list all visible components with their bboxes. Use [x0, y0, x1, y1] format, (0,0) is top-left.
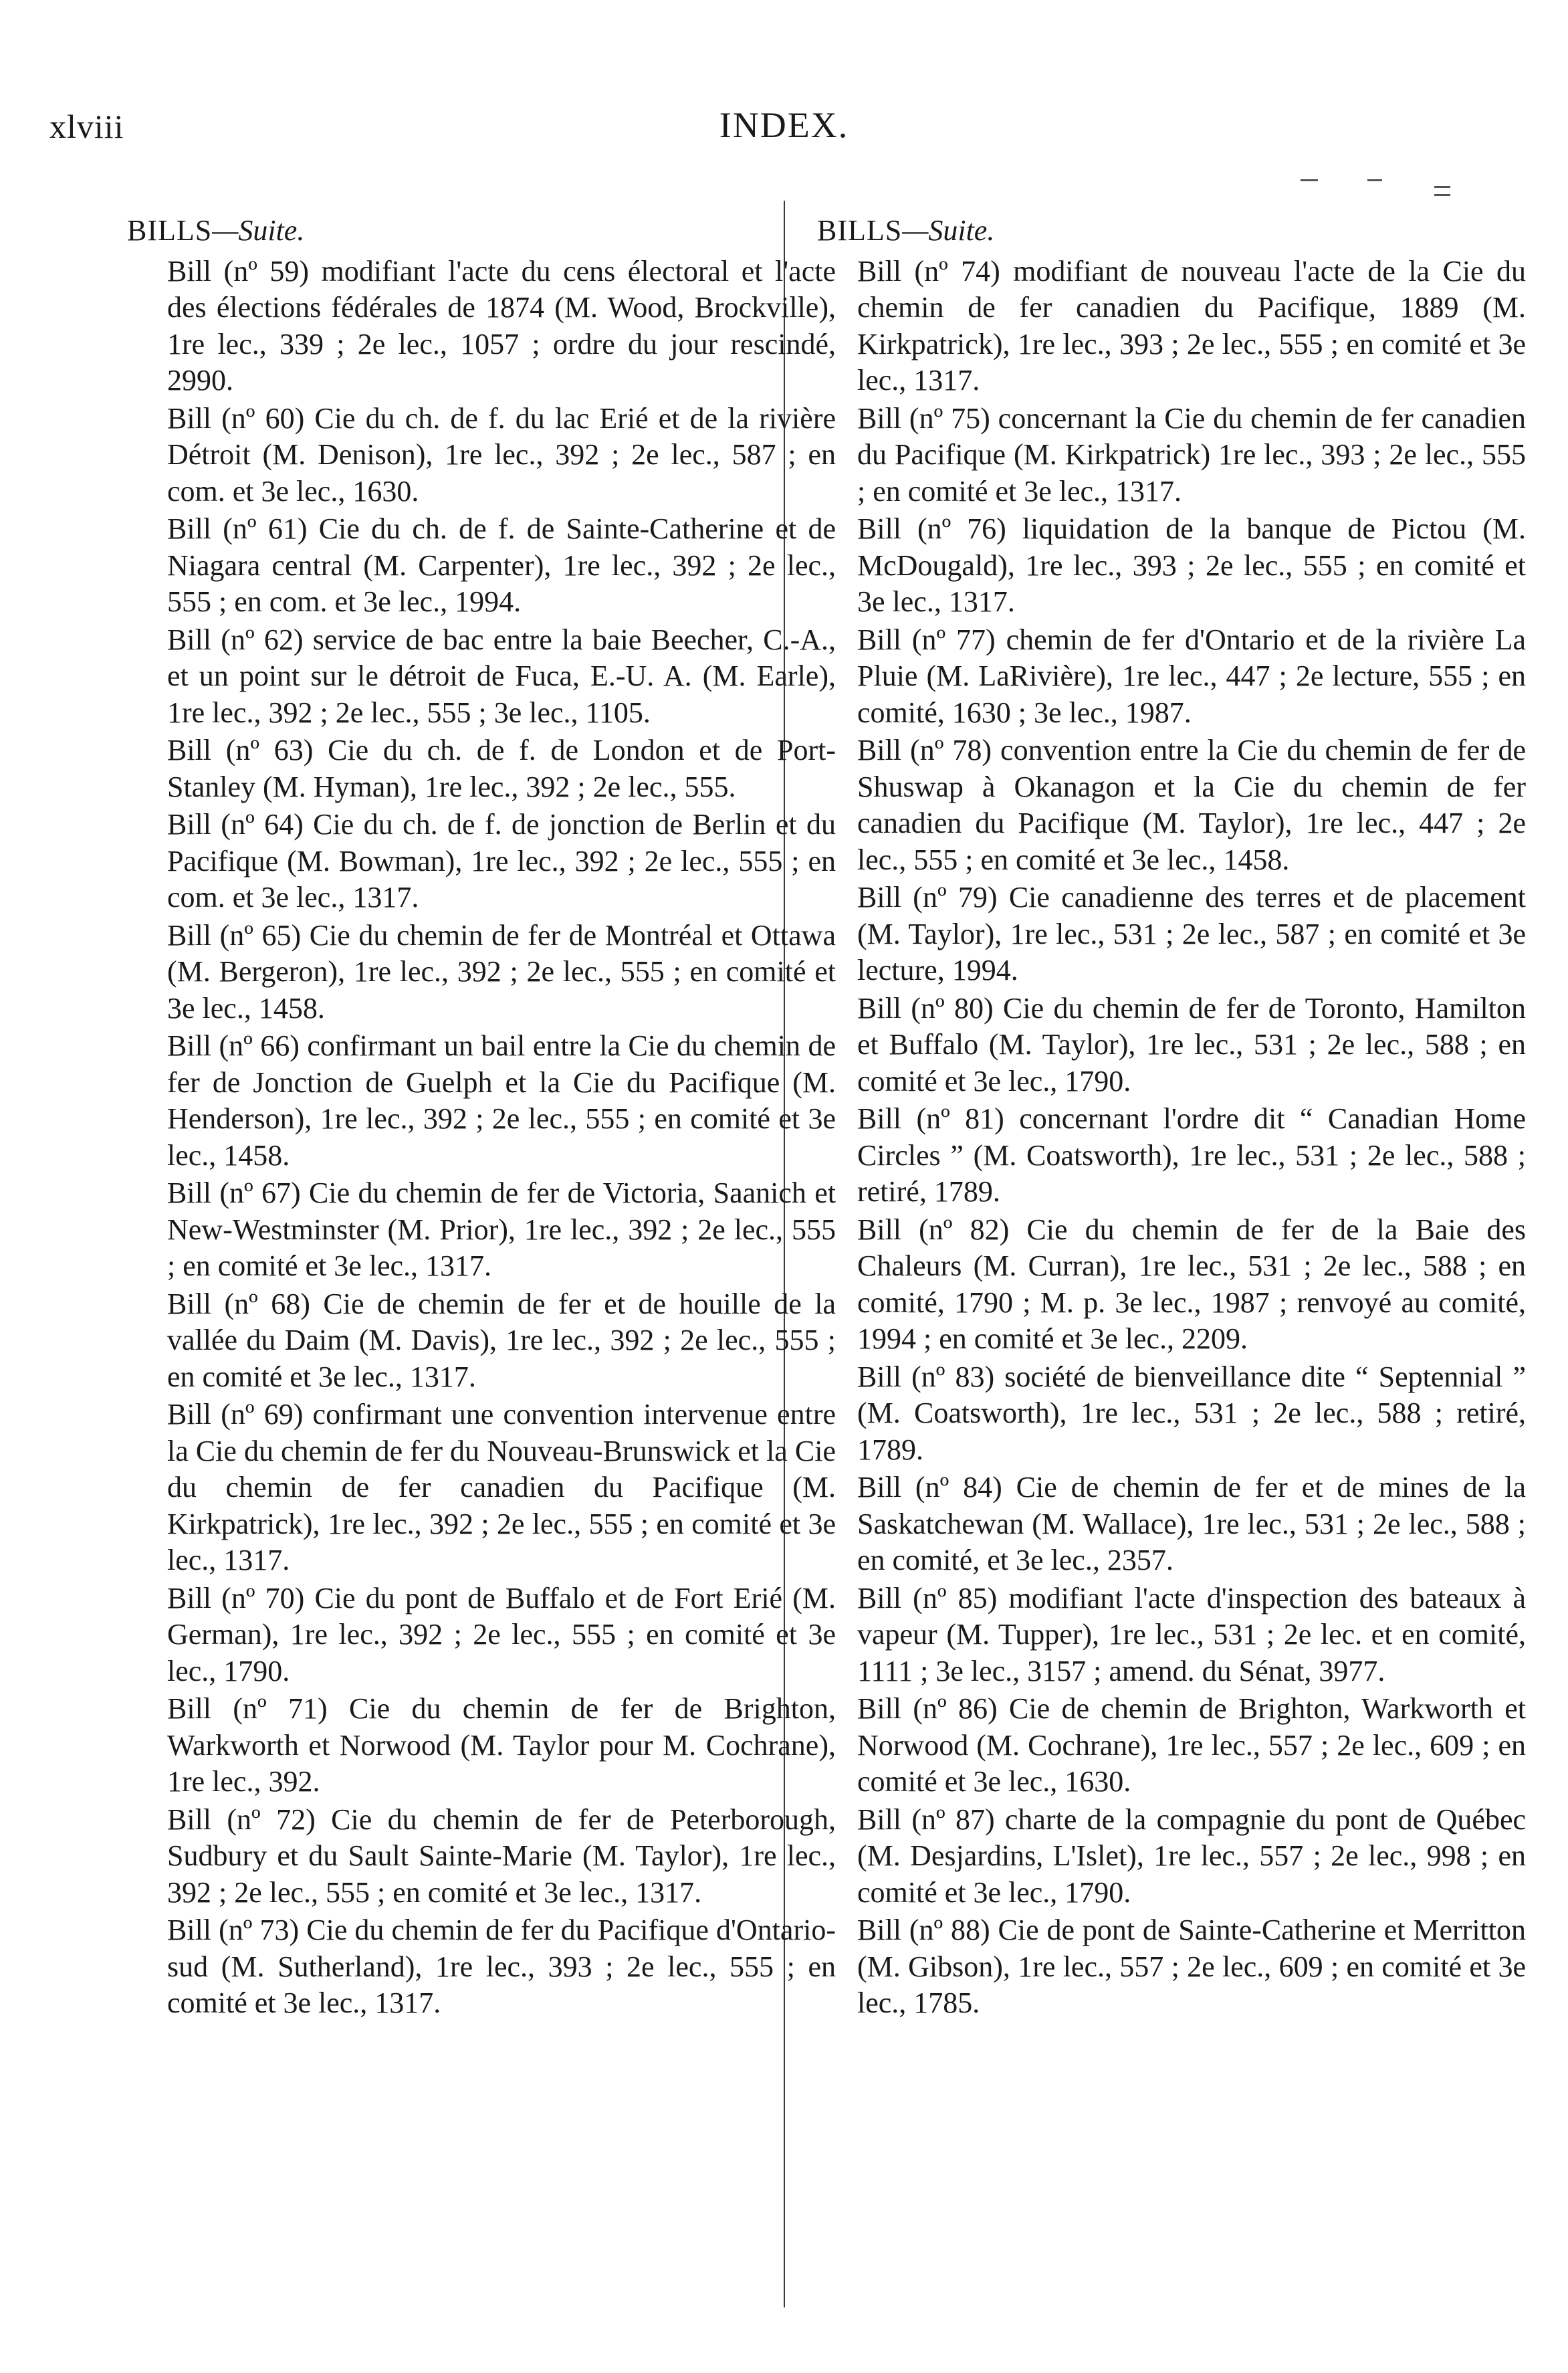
running-head: INDEX.	[719, 105, 849, 145]
index-entry: Bill (nº 60) Cie du ch. de f. du lac Erié et de la rivière Détroit (M. Denison), 1re lec., 392 ; 2e lec., 587 ; en com. et 3e lec., 1630.	[167, 401, 836, 508]
index-entry: Bill (nº 62) service de bac entre la baie Beecher, C.-A., et un point sur le détroit de Fuca, E.-U. A. (M. Earle), 1re lec., 392 ; 2e lec., 555 ; 3e lec., 1105.	[167, 623, 836, 729]
section-heading: BILLS	[127, 214, 213, 247]
index-entry: Bill (nº 61) Cie du ch. de f. de Sainte-Catherine et de Niagara central (M. Carpenter), 1re lec., 392 ; 2e lec., 555 ; en com. et 3e lec., 1994.	[167, 512, 836, 618]
index-entry: Bill (nº 76) liquidation de la banque de Pictou (M. McDougald), 1re lec., 393 ; 2e lec., 555 ; en comité et 3e lec., 1317.	[857, 512, 1526, 618]
index-entry: Bill (nº 80) Cie du chemin de fer de Toronto, Hamilton et Buffalo (M. Taylor), 1re lec., 531 ; 2e lec., 588 ; en comité et 3e lec., 1790.	[857, 991, 1526, 1098]
right-column	[817, 213, 1526, 2023]
index-entry: Bill (nº 84) Cie de chemin de fer et de mines de la Saskatchewan (M. Wallace), 1re lec., 531 ; 2e lec., 588 ; en comité, et 3e lec., 2357.	[857, 1471, 1526, 1576]
index-entry: Bill (nº 85) modifiant l'acte d'inspection des bateaux à vapeur (M. Tupper), 1re lec., 531 ; 2e lec. et en comité, 1111 ; 3e lec., 3157 ; amend. du Sénat, 3977.	[857, 1581, 1526, 1687]
section-heading-suffix: —Suite.	[902, 214, 995, 247]
index-entry: Bill (nº 63) Cie du ch. de f. de London et de Port-Stanley (M. Hyman), 1re lec., 392 ; 2e lec., 555.	[167, 734, 836, 803]
index-entry: Bill (nº 78) convention entre la Cie du chemin de fer de Shuswap à Okanagon et la Cie du chemin de fer canadien du Pacifique (M. Taylor), 1re lec., 447 ; 2e lec., 555 ; en comité et 3e lec., 1458.	[857, 734, 1526, 876]
printing-mark	[1367, 179, 1382, 181]
left-column-header	[127, 213, 836, 249]
index-entry: Bill (nº 88) Cie de pont de Sainte-Catherine et Merritton (M. Gibson), 1re lec., 557 ; 2e lec., 609 ; en comité et 3e lec., 1785.	[857, 1914, 1526, 2019]
page-number: xlviii	[49, 108, 124, 145]
index-entry: Bill (nº 87) charte de la compagnie du pont de Québec (M. Desjardins, L'Islet), 1re lec., 557 ; 2e lec., 998 ; en comité et 3e lec., 1790.	[857, 1802, 1526, 1909]
index-entry: Bill (nº 74) modifiant de nouveau l'acte de la Cie du chemin de fer canadien du Pacifique, 1889 (M. Kirkpatrick), 1re lec., 393 ; 2e lec., 555 ; en comité et 3e lec., 1317.	[857, 254, 1526, 397]
index-entry: Bill (nº 71) Cie du chemin de fer de Brighton, Warkworth et Norwood (M. Taylor pour M. Cochrane), 1re lec., 392.	[167, 1692, 836, 1798]
index-entry: Bill (nº 81) concernant l'ordre dit “ Canadian Home Circles ” (M. Coatsworth), 1re lec., 531 ; 2e lec., 588 ; retiré, 1789.	[857, 1102, 1526, 1208]
index-entry: Bill (nº 59) modifiant l'acte du cens électoral et l'acte des élections fédérales de 1874 (M. Wood, Brockville), 1re lec., 339 ; 2e lec., 1057 ; ordre du jour rescindé, 2990.	[167, 254, 836, 397]
index-entry: Bill (nº 73) Cie du chemin de fer du Pacifique d'Ontario-sud (M. Sutherland), 1re lec., 393 ; 2e lec., 555 ; en comité et 3e lec., 1317.	[167, 1914, 836, 2019]
index-entry: Bill (nº 64) Cie du ch. de f. de jonction de Berlin et du Pacifique (M. Bowman), 1re lec., 392 ; 2e lec., 555 ; en com. et 3e lec., 1317.	[167, 808, 836, 914]
index-entry: Bill (nº 82) Cie du chemin de fer de la Baie des Chaleurs (M. Curran), 1re lec., 531 ; 2e lec., 588 ; en comité, 1790 ; M. p. 3e lec., 1987 ; renvoyé au comité, 1994 ; en comité et 3e lec., 2209.	[857, 1213, 1526, 1355]
index-entry: Bill (nº 75) concernant la Cie du chemin de fer canadien du Pacifique (M. Kirkpatrick) 1re lec., 393 ; 2e lec., 555 ; en comité et 3e lec., 1317.	[857, 401, 1526, 508]
index-entry: Bill (nº 66) confirmant un bail entre la Cie du chemin de fer de Jonction de Guelph et la Cie du Pacifique (M. Henderson), 1re lec., 392 ; 2e lec., 555 ; en comité et 3e lec., 1458.	[167, 1029, 836, 1172]
index-entry: Bill (nº 83) société de bienveillance dite “ Septennial ” (M. Coatsworth), 1re lec., 531 ; 2e lec., 588 ; retiré, 1789.	[857, 1360, 1526, 1466]
index-entry: Bill (nº 69) confirmant une convention intervenue entre la Cie du chemin de fer du Nouveau-Brunswick et la Cie du chemin de fer canadien du Pacifique (M. Kirkpatrick), 1re lec., 392 ; 2e lec., 555 ; en comité et 3e lec., 1317.	[167, 1398, 836, 1576]
index-entry: Bill (nº 86) Cie de chemin de Brighton, Warkworth et Norwood (M. Cochrane), 1re lec., 557 ; 2e lec., 609 ; en comité et 3e lec., 1630.	[857, 1692, 1526, 1798]
index-entry: Bill (nº 65) Cie du chemin de fer de Montréal et Ottawa (M. Bergeron), 1re lec., 392 ; 2e lec., 555 ; en comité et 3e lec., 1458.	[167, 918, 836, 1025]
section-heading-suffix: —Suite.	[212, 214, 305, 247]
index-entry: Bill (nº 72) Cie du chemin de fer de Peterborough, Sudbury et du Sault Sainte-Marie (M. Taylor), 1re lec., 392 ; 2e lec., 555 ; en comité et 3e lec., 1317.	[167, 1802, 836, 1909]
printing-mark	[1434, 186, 1450, 188]
printing-mark	[1301, 179, 1318, 181]
index-entry: Bill (nº 70) Cie du pont de Buffalo et de Fort Erié (M. German), 1re lec., 392 ; 2e lec., 555 ; en comité et 3e lec., 1790.	[167, 1581, 836, 1687]
right-column-header	[817, 213, 1526, 249]
index-entry: Bill (nº 77) chemin de fer d'Ontario et de la rivière La Pluie (M. LaRivière), 1re lec., 447 ; 2e lecture, 555 ; en comité, 1630 ; 3e lec., 1987.	[857, 623, 1526, 729]
index-entry: Bill (nº 79) Cie canadienne des terres et de placement (M. Taylor), 1re lec., 531 ; 2e lec., 587 ; en comité et 3e lecture, 1994.	[857, 881, 1526, 987]
index-entry: Bill (nº 67) Cie du chemin de fer de Victoria, Saanich et New-Westminster (M. Prior), 1re lec., 392 ; 2e lec., 555 ; en comité et 3e lec., 1317.	[167, 1176, 836, 1282]
section-heading: BILLS	[817, 214, 903, 247]
index-entry: Bill (nº 68) Cie de chemin de fer et de houille de la vallée du Daim (M. Davis), 1re lec., 392 ; 2e lec., 555 ; en comité et 3e lec., 1317.	[167, 1287, 836, 1393]
printing-mark	[1434, 194, 1450, 196]
left-column	[127, 213, 836, 2023]
